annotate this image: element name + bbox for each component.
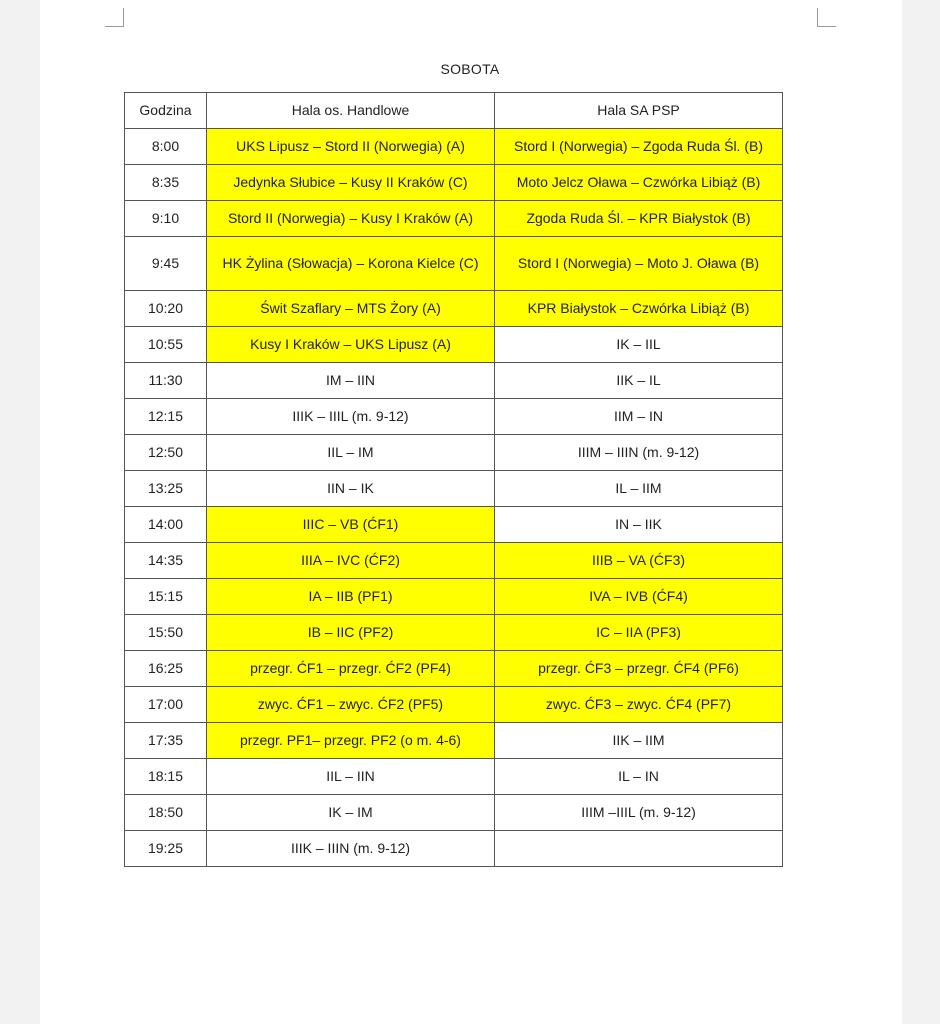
table-row [125, 795, 783, 831]
hall-1-match-cell: Świt Szaflary – MTS Żory (A) [207, 291, 495, 327]
time-cell: 9:45 [125, 237, 207, 291]
table-row [125, 129, 783, 165]
table-row [125, 579, 783, 615]
table-row [125, 831, 783, 867]
table-row [125, 723, 783, 759]
table-row [125, 759, 783, 795]
time-cell: 18:50 [125, 795, 207, 831]
hall-1-match-cell: IIIK – IIIN (m. 9-12) [207, 831, 495, 867]
hall-1-match-cell: UKS Lipusz – Stord II (Norwegia) (A) [207, 129, 495, 165]
hall-2-match-cell: IIIM – IIIN (m. 9-12) [495, 435, 783, 471]
hall-2-match-cell: IC – IIA (PF3) [495, 615, 783, 651]
page-corner-mark-right [817, 8, 836, 27]
table-row [125, 543, 783, 579]
time-cell: 10:20 [125, 291, 207, 327]
header-time: Godzina [125, 93, 207, 129]
page-corner-mark-left [105, 8, 124, 27]
hall-2-match-cell: Zgoda Ruda Śl. – KPR Białystok (B) [495, 201, 783, 237]
hall-2-match-cell: IL – IN [495, 759, 783, 795]
hall-1-match-cell: IIIA – IVC (ĆF2) [207, 543, 495, 579]
table-row [125, 471, 783, 507]
time-cell: 13:25 [125, 471, 207, 507]
time-cell: 10:55 [125, 327, 207, 363]
time-cell: 9:10 [125, 201, 207, 237]
time-cell: 12:15 [125, 399, 207, 435]
time-cell: 14:35 [125, 543, 207, 579]
hall-1-match-cell: IIL – IIN [207, 759, 495, 795]
hall-1-match-cell: zwyc. ĆF1 – zwyc. ĆF2 (PF5) [207, 687, 495, 723]
table-row [125, 615, 783, 651]
hall-1-match-cell: IIIK – IIIL (m. 9-12) [207, 399, 495, 435]
table-row [125, 363, 783, 399]
hall-2-match-cell: IIIM –IIIL (m. 9-12) [495, 795, 783, 831]
schedule-body [125, 129, 783, 867]
hall-2-match-cell: IK – IIL [495, 327, 783, 363]
hall-2-match-cell: IN – IIK [495, 507, 783, 543]
time-cell: 8:00 [125, 129, 207, 165]
hall-1-match-cell: przegr. PF1– przegr. PF2 (o m. 4-6) [207, 723, 495, 759]
header-hall-1: Hala os. Handlowe [207, 93, 495, 129]
time-cell: 15:50 [125, 615, 207, 651]
time-cell: 15:15 [125, 579, 207, 615]
hall-1-match-cell: IIIC – VB (ĆF1) [207, 507, 495, 543]
time-cell: 17:35 [125, 723, 207, 759]
hall-1-match-cell: IIL – IM [207, 435, 495, 471]
table-row [125, 507, 783, 543]
table-row [125, 291, 783, 327]
hall-2-match-cell: zwyc. ĆF3 – zwyc. ĆF4 (PF7) [495, 687, 783, 723]
time-cell: 12:50 [125, 435, 207, 471]
day-title: SOBOTA [440, 61, 500, 77]
time-cell: 17:00 [125, 687, 207, 723]
hall-2-match-cell: IIM – IN [495, 399, 783, 435]
hall-2-match-cell: IIK – IIM [495, 723, 783, 759]
hall-1-match-cell: HK Żylina (Słowacja) – Korona Kielce (C) [207, 237, 495, 291]
hall-2-match-cell [495, 831, 783, 867]
hall-1-match-cell: przegr. ĆF1 – przegr. ĆF2 (PF4) [207, 651, 495, 687]
table-row [125, 327, 783, 363]
time-cell: 19:25 [125, 831, 207, 867]
table-row [125, 201, 783, 237]
hall-2-match-cell: przegr. ĆF3 – przegr. ĆF4 (PF6) [495, 651, 783, 687]
hall-2-match-cell: Moto Jelcz Oława – Czwórka Libiąż (B) [495, 165, 783, 201]
header-hall-2: Hala SA PSP [495, 93, 783, 129]
hall-2-match-cell: IIK – IL [495, 363, 783, 399]
hall-1-match-cell: IM – IIN [207, 363, 495, 399]
schedule-table [124, 92, 783, 867]
hall-1-match-cell: IK – IM [207, 795, 495, 831]
table-row [125, 399, 783, 435]
hall-2-match-cell: KPR Białystok – Czwórka Libiąż (B) [495, 291, 783, 327]
table-row [125, 165, 783, 201]
hall-2-match-cell: Stord I (Norwegia) – Moto J. Oława (B) [495, 237, 783, 291]
hall-1-match-cell: Kusy I Kraków – UKS Lipusz (A) [207, 327, 495, 363]
table-row [125, 651, 783, 687]
hall-2-match-cell: Stord I (Norwegia) – Zgoda Ruda Śl. (B) [495, 129, 783, 165]
table-header-row [125, 93, 783, 129]
hall-2-match-cell: IVA – IVB (ĆF4) [495, 579, 783, 615]
table-row [125, 435, 783, 471]
hall-1-match-cell: IA – IIB (PF1) [207, 579, 495, 615]
time-cell: 11:30 [125, 363, 207, 399]
table-row [125, 237, 783, 291]
hall-1-match-cell: Stord II (Norwegia) – Kusy I Kraków (A) [207, 201, 495, 237]
table-row [125, 687, 783, 723]
hall-1-match-cell: Jedynka Słubice – Kusy II Kraków (C) [207, 165, 495, 201]
hall-1-match-cell: IIN – IK [207, 471, 495, 507]
time-cell: 14:00 [125, 507, 207, 543]
hall-1-match-cell: IB – IIC (PF2) [207, 615, 495, 651]
time-cell: 18:15 [125, 759, 207, 795]
time-cell: 16:25 [125, 651, 207, 687]
time-cell: 8:35 [125, 165, 207, 201]
hall-2-match-cell: IL – IIM [495, 471, 783, 507]
hall-2-match-cell: IIIB – VA (ĆF3) [495, 543, 783, 579]
